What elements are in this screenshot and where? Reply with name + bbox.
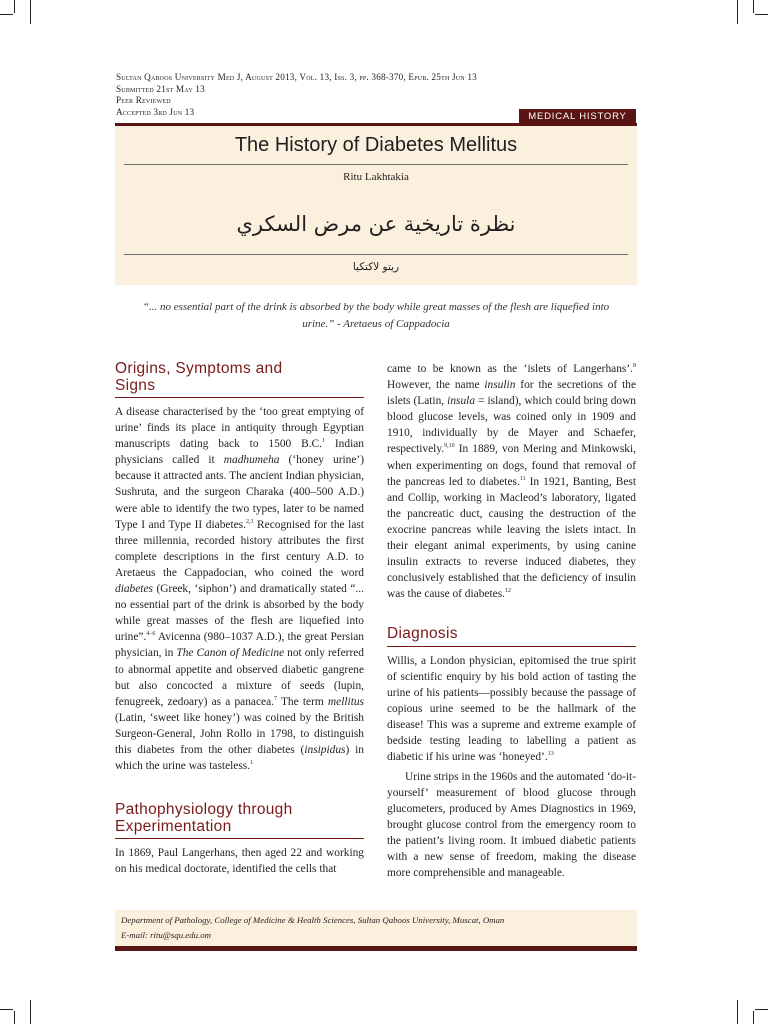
journal-citation: Sultan Qaboos University Med J, August 2013, Vol. 13, Iss. 3, pp. 368-370, Epub. 25th Jun 13 bbox=[116, 72, 477, 82]
peer-reviewed: Peer Reviewed bbox=[116, 95, 171, 106]
author-email: E-mail: ritu@squ.edu.om bbox=[121, 930, 211, 940]
title-box bbox=[115, 126, 637, 285]
crop-mark bbox=[0, 1009, 13, 1010]
journal-header bbox=[116, 72, 477, 118]
footer-bar bbox=[115, 946, 637, 951]
crop-mark bbox=[30, 0, 31, 24]
crop-mark bbox=[737, 0, 738, 24]
footer-box bbox=[115, 910, 637, 946]
affiliation: Department of Pathology, College of Medicine & Health Sciences, Sultan Qaboos University, Muscat, Oman bbox=[121, 915, 505, 925]
crop-mark bbox=[0, 14, 13, 15]
article-title-arabic: نظرة تاريخية عن مرض السكري bbox=[236, 212, 516, 236]
origins-paragraph: A disease characterised by the ‘too great emptying of urine’ finds its place in antiquity through Egyptian manuscripts dating back to 1500 B.C.$^1$ Indian physicians called it madhumeha (‘honey urine’) because it attracted ants. The ancient Indian physician, Sushruta, and the surgeon Charaka (400–500 A.D.) were able to identify the two types, later to be named Type I and Type II diabetes.$^{2,3}$ Recognised for the last three millennia, recorded history attributes the first complete descriptions in the first century A.D. to Aretaeus the Cappadocian, who coined the word diabetes (Greek, ‘siphon’) and dramatically stated “... no essential part of the drink is absorbed by the body while great masses of the flesh are liquefied into urine”.$^{4-6}$ Avicenna (980–1037 A.D.), the great Persian physician, in The Canon of Medicine not only referred to abnormal appetite and observed diabetic gangrene but also concocted a mixture of seeds (lupin, fenugreek, zedoary) as a panacea.$^7$ The term mellitus (Latin, ‘sweet like honey’) was coined by the British Surgeon-General, John Rollo in 1798, to distinguish this diabetes from the other diabetes (insipidus) in which the urine was tasteless.$^1$ bbox=[115, 406, 364, 773]
right-column bbox=[387, 361, 636, 881]
section-heading-origins: Origins, Symptoms and Signs bbox=[115, 361, 364, 398]
crop-mark bbox=[753, 0, 754, 13]
crop-mark bbox=[755, 1009, 768, 1010]
crop-mark bbox=[14, 0, 15, 13]
quote-line: urine.” - Aretaeus of Cappadocia bbox=[302, 318, 450, 330]
title-rule bbox=[124, 164, 628, 165]
crop-mark bbox=[755, 14, 768, 15]
submitted-date: Submitted 21st May 13 bbox=[116, 83, 205, 94]
diagnosis-paragraph: Urine strips in the 1960s and the automated ‘do-it-yourself’ measurement of blood glucose through glucometers, produced by Ames Diagnostics in 1969, brought glucose control from the emergency room to the patient’s living room. It imbued diabetic patients with a new sense of freedom, making the disease more comprehensible and manageable. bbox=[387, 770, 636, 880]
epigraph-quote bbox=[118, 299, 634, 333]
article-author-arabic: ريتو لاكتكيا bbox=[352, 261, 400, 273]
crop-mark bbox=[737, 1000, 738, 1024]
diagnosis-paragraph: Willis, a London physician, epitomised the true spirit of scientific enquiry by his bold action of tasting the urine of his patients—possibly because the passage of copious urine seemed to be the hallmark of the disease! This was a supreme and extreme example of bedside testing leading to labelling a patient as diabetic if his urine was ‘honeyed’.$^{13}$ bbox=[387, 654, 636, 764]
crop-mark bbox=[14, 1011, 15, 1024]
arabic-title-rule bbox=[124, 254, 628, 255]
pathophysiology-paragraph-continued: came to be known as the ‘islets of Langerhans’.$^8$ However, the name insulin for the secretions of the islets (Latin, insula = island), which could bring down blood glucose levels, was coined only in 1909 and 1910, individually by de Mayer and Schaefer, respectively.$^{9,10}$ In 1889, von Mering and Minkowski, when experimenting on dogs, found that removal of the pancreas led to diabetes.$^{11}$ In 1921, Banting, Best and Collip, working in Macleod’s laboratory, ligated the pancreatic duct, causing the destruction of the exocrine pancreas while leaving the islets intact. In their elegant animal experiments, by using canine insulin extracts to reverse induced diabetes, they conclusively established that the deficiency of insulin was the cause of diabetes.$^{12}$ bbox=[387, 363, 637, 601]
article-title: The History of Diabetes Mellitus bbox=[234, 134, 518, 156]
section-heading-pathophysiology: Pathophysiology through Experimentation bbox=[115, 802, 364, 839]
crop-mark bbox=[30, 1000, 31, 1024]
section-heading-diagnosis: Diagnosis bbox=[387, 626, 636, 647]
pathophysiology-paragraph: In 1869, Paul Langerhans, then aged 22 and working on his medical doctorate, identified the cells that bbox=[115, 847, 364, 876]
article-author: Ritu Lakhtakia bbox=[343, 171, 409, 183]
section-tag: MEDICAL HISTORY bbox=[519, 109, 636, 124]
quote-line: “... no essential part of the drink is absorbed by the body while great masses of the flesh are liquefied into bbox=[142, 301, 610, 313]
left-column bbox=[115, 361, 364, 877]
accepted-date: Accepted 3rd Jun 13 bbox=[116, 106, 195, 117]
crop-mark bbox=[753, 1011, 754, 1024]
